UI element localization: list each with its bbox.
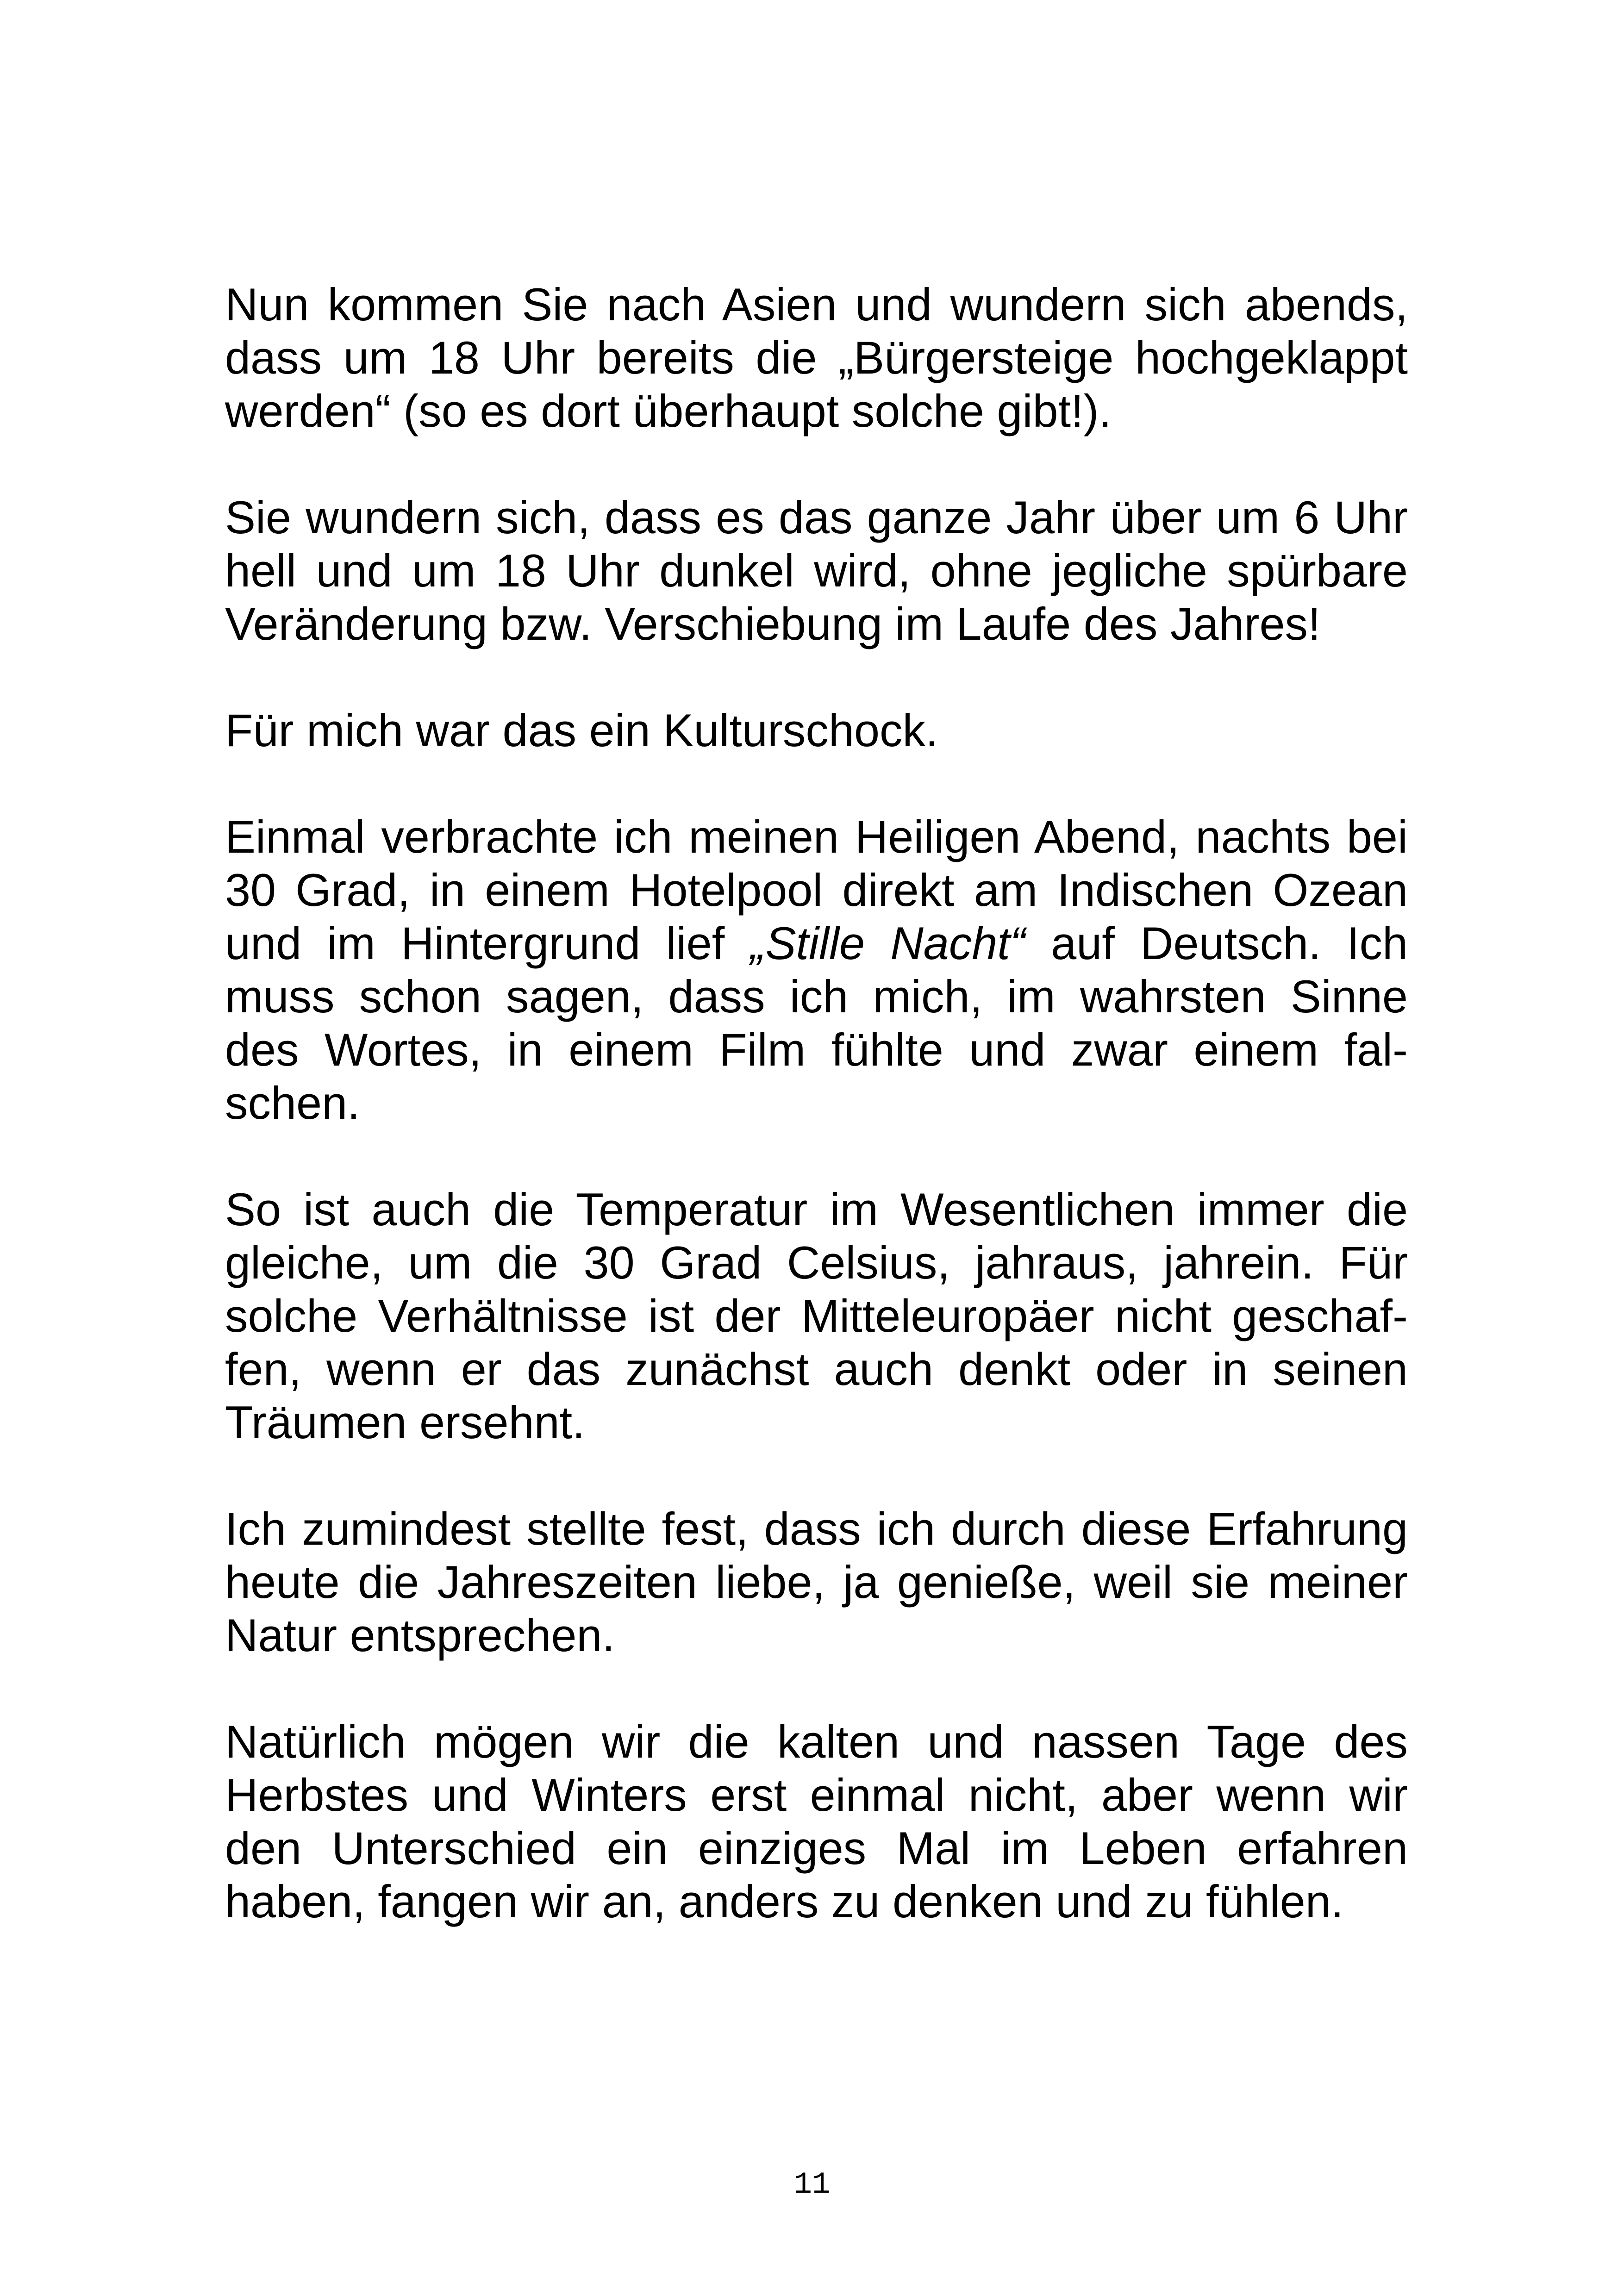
text-line: muss schon sagen, dass ich mich, im wahrsten Sinne bbox=[225, 971, 1408, 1022]
page-number: 11 bbox=[793, 2167, 831, 2202]
text-line: des Wortes, in einem Film fühlte und zwar einem fal- bbox=[225, 1024, 1408, 1075]
paragraph-temperatur bbox=[225, 1183, 1408, 1449]
text-line: Für mich war das ein Kulturschock. bbox=[225, 705, 938, 756]
paragraph-heiliger-abend bbox=[225, 810, 1408, 1129]
text-segment: auf Deutsch. Ich bbox=[1025, 917, 1408, 969]
text-line: Herbstes und Winters erst einmal nicht, aber wenn wir bbox=[225, 1769, 1408, 1821]
text-line: werden“ (so es dort überhaupt solche gibt!). bbox=[225, 385, 1112, 437]
text-line: gleiche, um die 30 Grad Celsius, jahraus, jahrein. Für bbox=[225, 1237, 1408, 1288]
text-line: Natur entsprechen. bbox=[225, 1609, 615, 1661]
text-line: 30 Grad, in einem Hotelpool direkt am Indischen Ozean bbox=[225, 864, 1408, 916]
text-line: solche Verhältnisse ist der Mitteleuropäer nicht geschaf- bbox=[225, 1290, 1408, 1341]
text-line: hell und um 18 Uhr dunkel wird, ohne jegliche spürbare bbox=[225, 545, 1408, 596]
paragraph-herbst-winter bbox=[225, 1715, 1408, 1928]
text-line-with-song-title bbox=[225, 917, 1408, 970]
text-line: heute die Jahreszeiten liebe, ja genieße, weil sie meiner bbox=[225, 1556, 1408, 1608]
body-text bbox=[225, 278, 1408, 1981]
text-line: Träumen ersehnt. bbox=[225, 1397, 585, 1448]
text-line: Ich zumindest stellte fest, dass ich durch diese Erfahrung bbox=[225, 1503, 1408, 1554]
text-line: haben, fangen wir an, anders zu denken und zu fühlen. bbox=[225, 1876, 1344, 1927]
paragraph-asien-abends bbox=[225, 278, 1408, 437]
paragraph-jahreszeiten bbox=[225, 1502, 1408, 1662]
text-line: Sie wundern sich, dass es das ganze Jahr über um 6 Uhr bbox=[225, 492, 1408, 543]
paragraph-hell-dunkel bbox=[225, 491, 1408, 650]
text-line: Nun kommen Sie nach Asien und wundern sich abends, bbox=[225, 279, 1408, 330]
text-line: Natürlich mögen wir die kalten und nassen Tage des bbox=[225, 1716, 1408, 1767]
text-line: fen, wenn er das zunächst auch denkt oder in seinen bbox=[225, 1343, 1408, 1395]
text-line: Veränderung bzw. Verschiebung im Laufe des Jahres! bbox=[225, 598, 1321, 649]
text-line: dass um 18 Uhr bereits die „Bürgersteige hochgeklappt bbox=[225, 332, 1408, 383]
text-line: So ist auch die Temperatur im Wesentlichen immer die bbox=[225, 1184, 1408, 1235]
song-title-stille-nacht: „Stille Nacht“ bbox=[750, 917, 1025, 969]
paragraph-kulturschock bbox=[225, 704, 1408, 757]
text-segment: und im Hintergrund lief bbox=[225, 917, 750, 969]
text-line: den Unterschied ein einziges Mal im Leben erfahren bbox=[225, 1822, 1408, 1874]
text-line: schen. bbox=[225, 1077, 360, 1129]
text-line: Einmal verbrachte ich meinen Heiligen Abend, nachts bei bbox=[225, 811, 1408, 862]
